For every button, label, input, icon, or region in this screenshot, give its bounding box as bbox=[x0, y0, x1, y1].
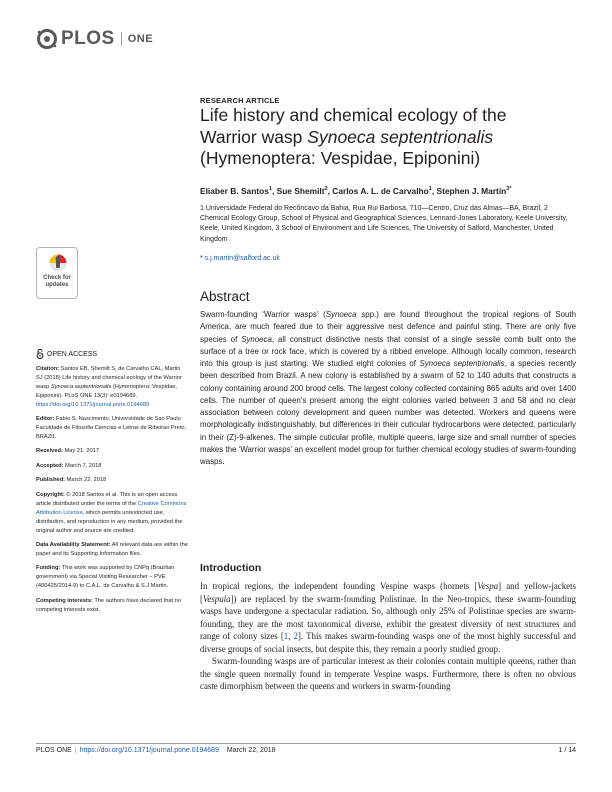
abstract-text: , a species recently been described from Brazil. A new colony is established by a swarm of 52 to 140 adults that constructs a colony containing around 200 brood cells. The largest colony collected containing 865 adults and over 1400 cells. The number of queen’s present among the eight colonies varied between 3 and 58 and no clear association between colony development and queen number was detected. Workers and queens were morphologically indistinguishably, but differences in their cuticular hydrocarbons were detected, particularly in their (Z)-9-alkenes. The simple cuticular profile, multiple queens, large size and small number of species makes the ‘Warrior wasps’ an excellent model group for further chemical ecology studies of swarm-founding wasps. bbox=[200, 359, 577, 466]
abstract-text: Swarm-founding ‘Warrior wasps’ ( bbox=[200, 310, 326, 319]
footer-separator bbox=[222, 747, 224, 754]
check-for-updates-badge[interactable] bbox=[36, 247, 78, 299]
copyright-text: © 2018 Santos et al. This is an open access article distributed under the terms of the bbox=[36, 491, 178, 507]
page-footer bbox=[36, 747, 576, 754]
competing-interests bbox=[36, 597, 188, 615]
email-link[interactable]: s.j.martin@salford.ac.uk bbox=[204, 255, 280, 262]
editor-label: Editor: bbox=[36, 416, 55, 423]
citation bbox=[36, 365, 188, 410]
article-type: RESEARCH ARTICLE bbox=[200, 96, 280, 105]
competing-label: Competing interests: bbox=[36, 597, 93, 604]
funding-label: Funding: bbox=[36, 565, 61, 572]
abstract-genus: Synoeca bbox=[241, 334, 272, 344]
crossmark-icon bbox=[49, 254, 67, 272]
author-name: Stephen J. Martin bbox=[436, 186, 507, 196]
published-value: March 22, 2018 bbox=[66, 477, 107, 484]
citation-text-end: (Hymenoptera: Vespidae, Epiponini). PLoS ONE 13(3): e0194689. bbox=[36, 383, 178, 399]
affiliations: 1 Universidade Federal do Recôncavo da Bahia, Rua Rui Barbosa, 710—Centro, Cruz das Almas—BA, Brazil, 2 Chemical Ecology Group, School of Physical and Geographical Sciences, Lennard-Jones Laboratory, Keele University, Keele, United Kingdom, 3 School of Environment and Life Sciences, The University of Salford, Manchester, United Kingdom bbox=[200, 205, 568, 243]
author-affil-mark: 2 bbox=[324, 186, 328, 193]
received-label: Received: bbox=[36, 448, 63, 455]
footer-doi-link[interactable]: https://doi.org/10.1371/journal.pone.0194689 bbox=[79, 747, 219, 754]
author-name: Carlos A. L. de Carvalho bbox=[332, 186, 429, 196]
journal-logo[interactable] bbox=[36, 28, 153, 50]
intro-text: ] and yellow-jackets [ bbox=[200, 581, 576, 604]
editor bbox=[36, 415, 188, 442]
corresponding-email bbox=[200, 255, 280, 262]
author-list: Eliaber B. Santos$^1$, Sue Shemilt$^2$, Carlos A. L. de Carvalho$^1$, Stephen J. Martin$^{3*}$ bbox=[200, 186, 512, 196]
journal-name: ONE bbox=[127, 33, 154, 45]
accepted-label: Accepted: bbox=[36, 462, 64, 469]
author-affil-mark: 1 bbox=[428, 186, 432, 193]
reference-link[interactable]: 2 bbox=[293, 631, 298, 641]
intro-genus: Vespa bbox=[477, 581, 499, 591]
open-access-badge bbox=[36, 349, 97, 359]
author-name: Eliaber B. Santos bbox=[200, 186, 269, 196]
citation-species: Synoeca septentrionalis bbox=[50, 383, 112, 390]
citation-doi-link[interactable]: https://doi.org/10.1371/journal.pone.0194689 bbox=[36, 401, 150, 408]
copyright bbox=[36, 491, 188, 536]
title-line-1: Life history and chemical ecology of the bbox=[200, 105, 507, 125]
introduction-body bbox=[200, 580, 576, 693]
footer-rule bbox=[36, 743, 576, 744]
published-label: Published: bbox=[36, 477, 66, 484]
title-species: Synoeca septentrionalis bbox=[307, 126, 494, 147]
title-line-3: (Hymenoptera: Vespidae, Epiponini) bbox=[200, 148, 481, 168]
article-title bbox=[200, 105, 570, 170]
license-link[interactable]: Creative Commons Attribution License bbox=[36, 500, 187, 516]
published-date bbox=[36, 476, 188, 485]
article-metadata-sidebar bbox=[36, 365, 188, 620]
funding bbox=[36, 564, 188, 591]
received-value: May 21, 2017 bbox=[64, 448, 99, 455]
abstract-genus: Synoeca bbox=[325, 310, 357, 319]
footer-date: March 22, 2018 bbox=[226, 747, 276, 754]
reference-link[interactable]: 1 bbox=[283, 631, 289, 641]
abstract-text: spp.) are found throughout the tropical regions of South America, are much feared due to their aggressive nest defence and painful sting. There are only five species of bbox=[200, 310, 576, 344]
copyright-text-end: , which permits unrestricted use, distribution, and reproduction in any medium, provided the original author and source are credited. bbox=[36, 509, 183, 534]
data-availability-text: All relevant data are within the paper and its Supporting Information files. bbox=[36, 542, 188, 557]
footer-journal: PLOS ONE bbox=[36, 747, 72, 754]
intro-paragraph: Swarm-founding wasps are of particular interest as their colonies contain multiple queens, rather than the single queen normally found in temperate Vespine wasps. Furthermore, there is often no obvious caste dimorphism between the queens and workers in swarm-founding bbox=[200, 656, 576, 691]
email-star: * bbox=[200, 255, 205, 262]
check-for-updates-label: Check for updates bbox=[43, 275, 71, 288]
copyright-label: Copyright: bbox=[36, 491, 65, 498]
logo-divider bbox=[121, 32, 122, 46]
accepted-value: March 7, 2018 bbox=[65, 462, 102, 469]
intro-genus: Vespula bbox=[202, 593, 231, 604]
brand-name: PLOS bbox=[61, 28, 115, 49]
author-name: Sue Shemilt bbox=[276, 186, 325, 196]
abstract-text: , all construct distinctive nests that consist of a single sessile comb built onto the surface of a tree or rock face, which is covered by a ribbed envelope. Although locally common, research into this group is just starting. We studied eight colonies of bbox=[200, 334, 576, 368]
open-access-label: OPEN ACCESS bbox=[47, 350, 98, 358]
introduction-heading: Introduction bbox=[200, 562, 262, 574]
footer-separator: | bbox=[74, 747, 77, 754]
citation-label: Citation: bbox=[36, 366, 60, 372]
plos-logo-icon bbox=[36, 28, 58, 50]
received-date bbox=[36, 447, 188, 456]
intro-text: , bbox=[288, 631, 294, 641]
abstract-species: Synoeca septentrionalis bbox=[419, 359, 505, 368]
author-affil-mark: 1 bbox=[268, 186, 272, 193]
open-lock-icon bbox=[36, 349, 44, 359]
intro-paragraph bbox=[200, 580, 576, 655]
data-availability bbox=[36, 541, 188, 559]
funding-text: This work was supported by CNPq (Brazilian government) via Special Visiting Researcher – PVE (400425/2014-9) to C.A.L. de Carvalho & S.J Martin. bbox=[36, 565, 175, 590]
editor-text: Fabio S. Nascimento, Universidade de Sao Paulo Faculdade de Filosofia Ciencias e Letras de Ribeirao Preto, BRAZIL bbox=[36, 416, 187, 440]
competing-text: The authors have declared that no competing interests exist. bbox=[36, 597, 182, 613]
accepted-date bbox=[36, 462, 188, 471]
page-number: 1 / 14 bbox=[558, 747, 576, 754]
intro-text: ]) are replaced by the swarm-founding Polistinae. In the Neo-tropics, these swarm-founding wasps have undergone a spectacular radiation. So, although only 25% of Polistinae species are swarm-founding, they are the most taxonomical diverse, exhibit the greatest diversity of nest structures and range of colony sizes [ bbox=[200, 593, 576, 641]
citation-text: Santos EB, Shemilt S, de Carvalho CAL, Martin SJ (2018) Life history and chemical ecology of the Warrior wasp bbox=[36, 366, 182, 390]
data-availability-label: Data Availability Statement: bbox=[36, 542, 111, 549]
abstract-body bbox=[200, 309, 576, 468]
intro-text: ]. This makes swarm-founding wasps one of the most highly successful and diverse groups of social insects, but despite this, they remain a poorly studied group. bbox=[200, 631, 576, 654]
abstract-heading: Abstract bbox=[200, 289, 250, 304]
intro-text: In tropical regions, the independent founding Vespine wasps (hornets [ bbox=[200, 581, 478, 591]
author-affil-mark: 3* bbox=[506, 186, 512, 193]
title-line-2: Warrior wasp bbox=[200, 126, 308, 147]
